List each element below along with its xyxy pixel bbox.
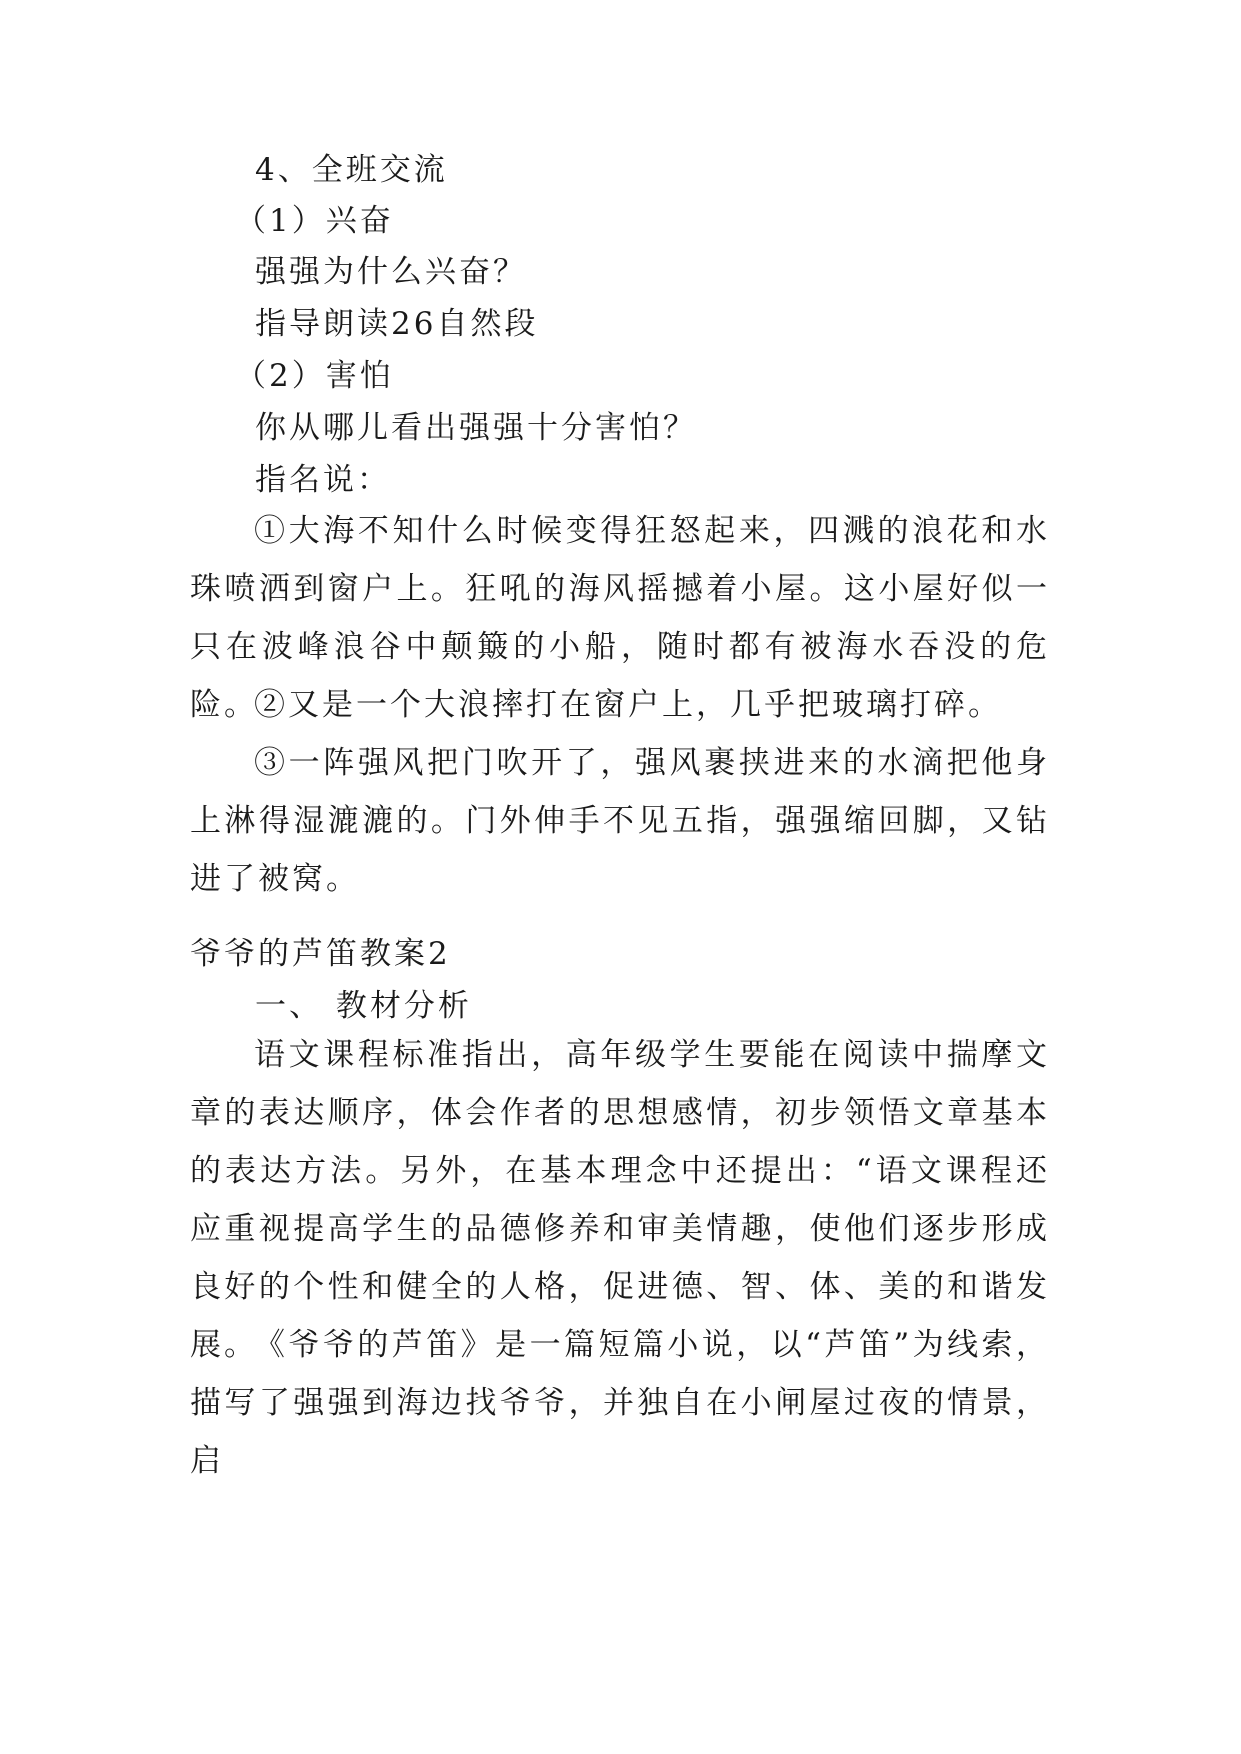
question-text: 你从哪儿看出强强十分害怕？: [255, 410, 697, 446]
question-text: 强强为什么兴奋？: [255, 254, 527, 290]
subheading-excited: （1）兴奋: [235, 203, 394, 239]
quote-paragraph-3: ③一阵强风把门吹开了，强风裹挟进来的水滴把他身上淋得湿漉漉的。门外伸手不见五指，强强缩回脚，又钻进了被窝。: [190, 745, 1050, 897]
section-heading: 一、 教材分析: [255, 988, 472, 1024]
instruction-text: 指导朗读26自然段: [255, 306, 539, 342]
subheading-afraid: （2）害怕: [235, 358, 394, 394]
section-heading: 4、全班交流: [255, 152, 448, 188]
quote-paragraph-1: ①大海不知什么时候变得狂怒起来，四溅的浪花和水珠喷洒到窗户上。狂吼的海风摇撼着小屋。这小屋好似一只在波峰浪谷中颠簸的小船，随时都有被海水吞没的危险。: [190, 513, 1050, 723]
answer-intro: 指名说：: [255, 462, 391, 498]
quote-paragraph-2: ②又是一个大浪摔打在窗户上，几乎把玻璃打碎。: [254, 687, 1002, 723]
body-paragraph-1: 语文课程标准指出，高年级学生要能在阅读中揣摩文章的表达顺序，体会作者的思想感情，初步领悟文章基本的表达方法。另外，在基本理念中还提出：“语文课程还应重视提高学生的品德修养和审美情趣，使他们逐步形成良好的个性和健全的人格，促进德、智、体、美的和谐发展。: [190, 1037, 1050, 1363]
document-title: 爷爷的芦笛教案2: [190, 936, 451, 972]
body-paragraph-2: 《爷爷的芦笛》是一篇短篇小说，以“芦笛”为线索，描写了强强到海边找爷爷，并独自在小闸屋过夜的情景，启: [190, 1327, 1050, 1479]
